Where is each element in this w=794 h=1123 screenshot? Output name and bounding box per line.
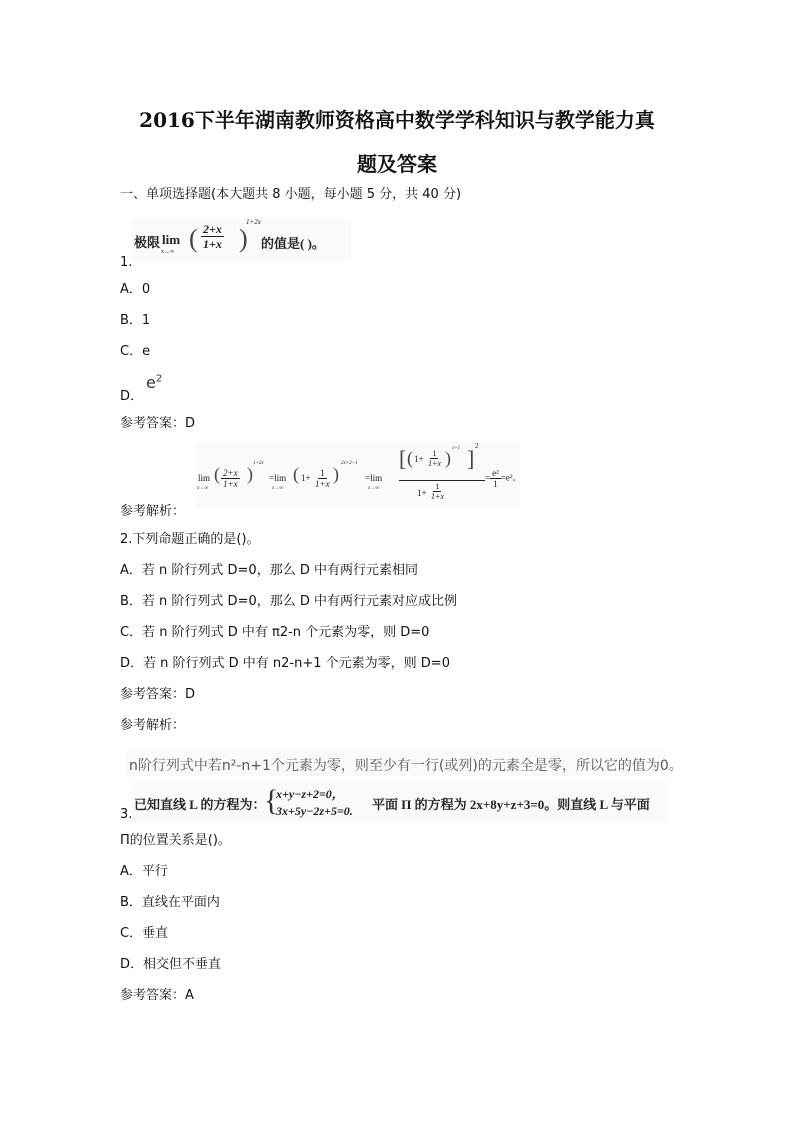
q1-option-d: D． [120, 389, 144, 404]
q1-prefix: 极限 [134, 235, 161, 250]
q1a-frac2: $\frac{1}{1+x}$ [315, 468, 330, 489]
q1a-big-num: [ ( 1+ $\frac{1}{1+x}$ ) x+1 ] 2 [399, 442, 479, 471]
q3-eq1: x+y−z+2=0， [276, 787, 344, 801]
q1a-paren2-l: ( [293, 464, 299, 484]
q1a-result: = $\frac{\text{e²}}{1}$ =e²。 [485, 468, 522, 489]
q1a-exp1: 1+2x [253, 461, 264, 466]
q3-answer: 参考答案：A [120, 988, 194, 1003]
question-1-number: 1. [120, 255, 133, 270]
q1-left-paren: ( [189, 224, 198, 253]
q1a-big-den-frac: $\frac{1}{1+x}$ [431, 482, 444, 501]
q1-denominator: 1+x [203, 237, 222, 251]
q1a-lim3-sub: x→∞ [368, 486, 380, 491]
q1-lim: lim [162, 232, 181, 247]
q3-eq2: 3x+5y−2z+5=0. [276, 804, 353, 818]
q2-option-b: B．若 n 阶行列式 D=0，那么 D 中有两行元素对应成比例 [120, 594, 458, 609]
q1a-eq1: =lim [269, 473, 287, 483]
q1a-eq2: =lim [365, 473, 383, 483]
q3-suffix: 平面 Π 的方程为 2x+8y+z+3=0。则直线 L 与平面 [372, 797, 650, 812]
q3-option-a: A．平行 [120, 864, 168, 879]
question-1-formula-image [131, 218, 351, 262]
q2-analysis-text: n阶行列式中若n²-n+1个元素为零，则至少有一行(或列)的元素全是零，所以它的值为0。 [129, 758, 683, 774]
question-3-number: 3. [120, 807, 133, 822]
q2-analysis-label: 参考解析： [120, 718, 186, 733]
section-heading: 一、单项选择题(本大题共 8 小题，每小题 5 分，共 40 分) [120, 187, 462, 202]
q2-option-d: D．若 n 阶行列式 D 中有 n2-n+1 个元素为零，则 D=0 [120, 656, 450, 671]
q1-analysis-label: 参考解析： [120, 504, 186, 519]
q1a-one-plus: 1+ [301, 473, 311, 483]
q2-option-a: A．若 n 阶行列式 D=0，那么 D 中有两行元素相同 [120, 563, 418, 578]
question-3-formula-image [132, 782, 668, 822]
q1-option-a: A．0 [120, 282, 151, 297]
q3-option-d: D．相交但不垂直 [120, 957, 222, 972]
q1-option-d-math: $e^2$ [146, 373, 163, 392]
q1-exponent: 1+2x [246, 218, 261, 226]
q3-option-c: C．垂直 [120, 926, 169, 941]
question-2-stem: 2.下列命题正确的是()。 [120, 532, 260, 547]
question-3-stem-tail: Π的位置关系是()。 [120, 833, 231, 848]
q1-option-c: C．e [120, 344, 151, 359]
q1a-big-den: 1+ [417, 488, 427, 498]
q1-fraction [201, 222, 224, 251]
document-title-line2: 题及答案 [357, 152, 437, 176]
q1-suffix: 的值是( )。 [261, 236, 325, 251]
q1-right-paren: ) [239, 224, 248, 253]
q1a-paren2-r: ) [333, 464, 339, 484]
q3-brace: { [264, 784, 279, 817]
q1-option-b: B．1 [120, 313, 151, 328]
q3-prefix: 已知直线 L 的方程为： [134, 797, 266, 812]
q1a-big-frac-bar [399, 480, 485, 481]
q1a-lim2-sub: x→∞ [272, 486, 284, 491]
q2-answer: 参考答案：D [120, 687, 196, 702]
q1a-lim1: lim [198, 473, 211, 483]
q1-lim-sub: x→∞ [161, 249, 175, 255]
q1a-paren1-r: ) [247, 464, 253, 484]
q1a-paren1-l: ( [214, 464, 220, 484]
q1a-frac1: $\frac{2+x}{1+x}$ [223, 468, 238, 489]
q1a-lim1-sub: x→∞ [197, 486, 209, 491]
q3-option-b: B．直线在平面内 [120, 895, 220, 910]
q1-analysis-formula-image [195, 442, 520, 508]
q1-numerator: 2+x [203, 222, 222, 236]
q2-option-c: C．若 n 阶行列式 D 中有 π2-n 个元素为零，则 D=0 [120, 625, 430, 640]
document-title-line1: 2016下半年湖南教师资格高中数学学科知识与教学能力真 [139, 108, 655, 132]
q1-answer: 参考答案：D [120, 416, 196, 431]
q1a-exp2: 2x+2−1 [341, 461, 358, 466]
q2-analysis-image [126, 750, 683, 776]
